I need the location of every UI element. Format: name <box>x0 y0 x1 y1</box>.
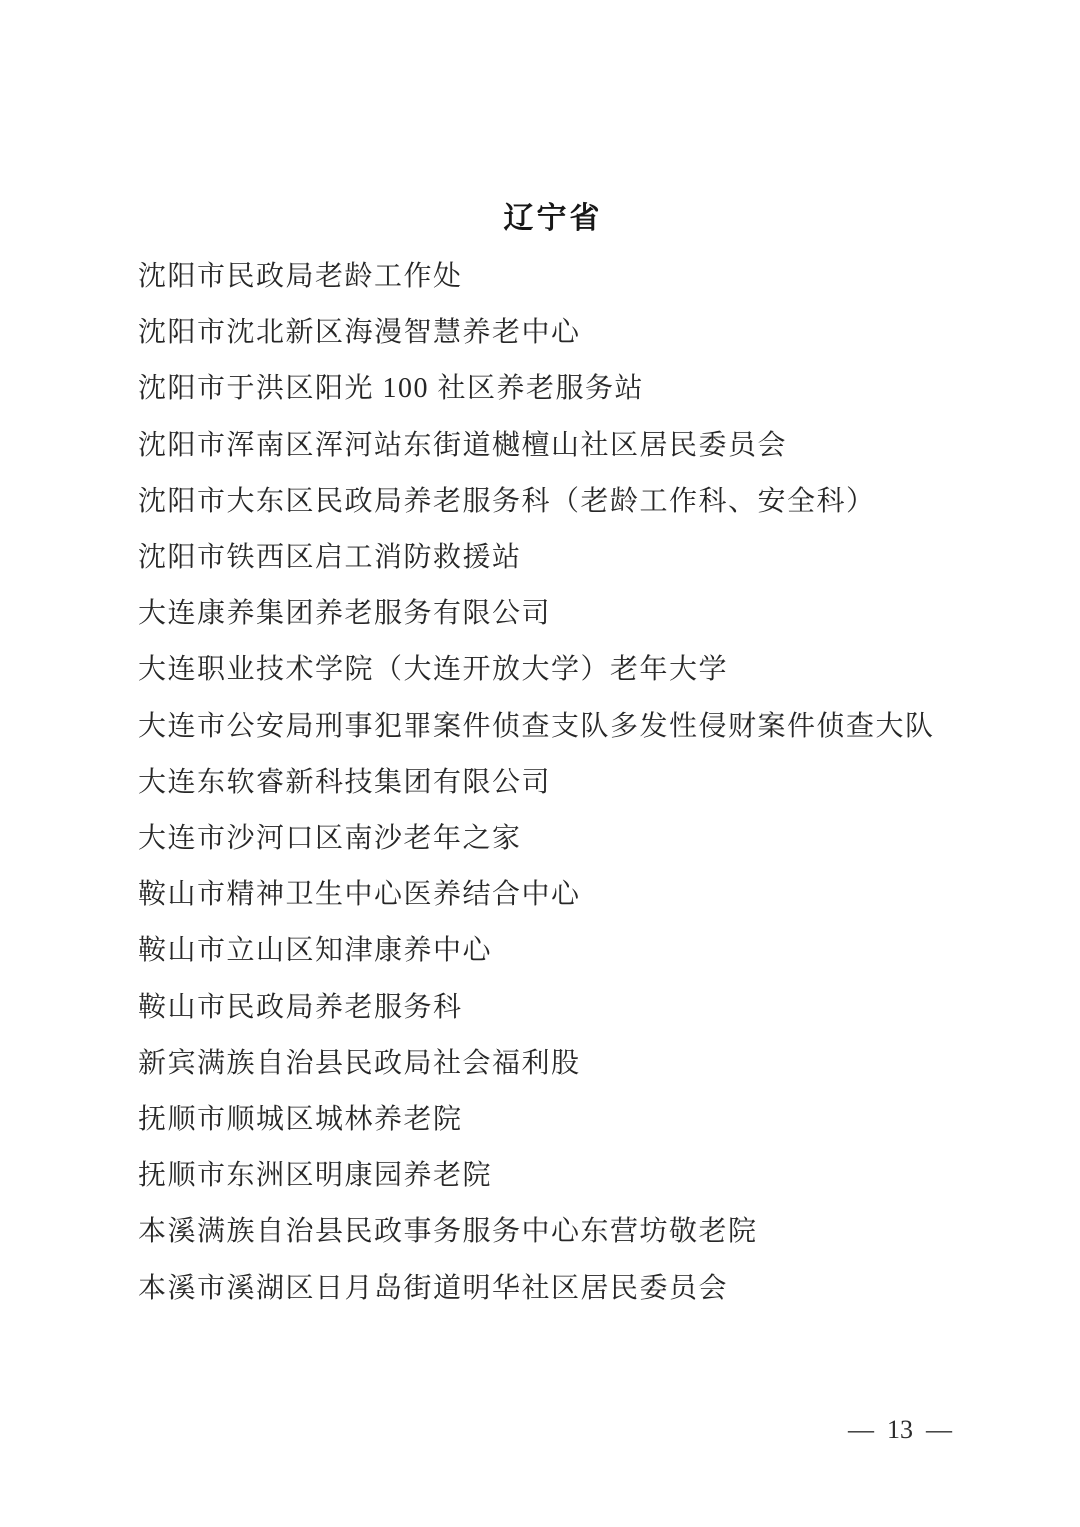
list-item: 沈阳市大东区民政局养老服务科（老龄工作科、安全科） <box>138 485 876 517</box>
organization-list <box>138 249 980 1317</box>
list-item: 大连市公安局刑事犯罪案件侦查支队多发性侵财案件侦查大队 <box>138 710 935 742</box>
list-item: 抚顺市东洲区明康园养老院 <box>138 1160 493 1192</box>
list-item: 抚顺市顺城区城林养老院 <box>138 1104 463 1136</box>
page-number <box>848 1414 952 1446</box>
list-item: 鞍山市民政局养老服务科 <box>138 991 463 1023</box>
list-item: 沈阳市沈北新区海漫智慧养老中心 <box>138 317 581 349</box>
page-number-left-dash: — <box>848 1415 874 1444</box>
list-item: 大连职业技术学院（大连开放大学）老年大学 <box>138 654 729 686</box>
list-item: 大连东软睿新科技集团有限公司 <box>138 766 552 798</box>
list-item: 大连市沙河口区南沙老年之家 <box>138 823 522 855</box>
list-item: 新宾满族自治县民政局社会福利股 <box>138 1047 581 1079</box>
list-item: 沈阳市铁西区启工消防救援站 <box>138 542 522 574</box>
list-item: 沈阳市民政局老龄工作处 <box>138 261 463 292</box>
list-item: 沈阳市于洪区阳光 100 社区养老服务站 <box>138 373 645 405</box>
list-item: 鞍山市立山区知津康养中心 <box>138 935 493 967</box>
list-item: 沈阳市浑南区浑河站东街道樾檀山社区居民委员会 <box>138 429 788 461</box>
page-number-value: 13 <box>887 1415 913 1444</box>
list-item: 本溪满族自治县民政事务服务中心东营坊敬老院 <box>138 1216 758 1248</box>
list-item: 大连康养集团养老服务有限公司 <box>138 598 552 630</box>
page-title: 辽宁省 <box>503 202 603 235</box>
page-number-right-dash: — <box>926 1415 952 1444</box>
list-item: 本溪市溪湖区日月岛街道明华社区居民委员会 <box>138 1272 729 1304</box>
list-item: 鞍山市精神卫生中心医养结合中心 <box>138 879 581 911</box>
